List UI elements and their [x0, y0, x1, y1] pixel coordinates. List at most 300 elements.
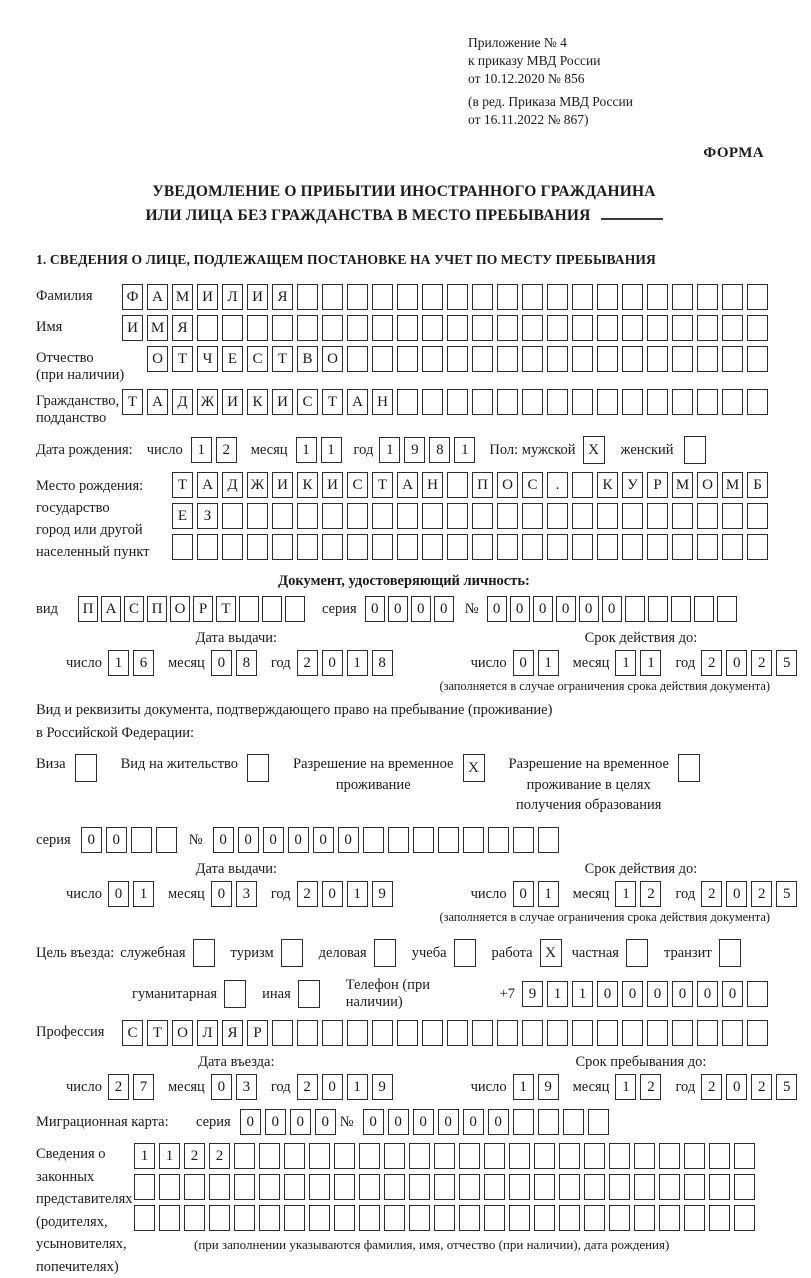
char-cell[interactable]: А — [397, 472, 418, 498]
char-cell[interactable] — [672, 346, 693, 372]
char-cell[interactable] — [647, 1020, 668, 1046]
char-cell[interactable]: О — [170, 596, 190, 622]
char-cell[interactable] — [697, 389, 718, 415]
char-cell[interactable] — [309, 1205, 330, 1231]
char-cell[interactable]: 0 — [672, 981, 693, 1007]
char-cell[interactable]: 0 — [463, 1109, 484, 1135]
char-cell[interactable]: 9 — [372, 1074, 393, 1100]
char-cell[interactable] — [572, 503, 593, 529]
char-cell[interactable] — [434, 1174, 455, 1200]
char-cell[interactable]: 0 — [487, 596, 507, 622]
char-cell[interactable] — [284, 1143, 305, 1169]
char-cell[interactable]: С — [347, 472, 368, 498]
char-cell[interactable] — [534, 1174, 555, 1200]
char-cell[interactable]: Я — [222, 1020, 243, 1046]
char-cell[interactable] — [459, 1174, 480, 1200]
char-cell[interactable] — [397, 534, 418, 560]
char-cell[interactable]: Т — [147, 1020, 168, 1046]
char-cell[interactable] — [134, 1205, 155, 1231]
char-cell[interactable] — [547, 284, 568, 310]
char-cell[interactable] — [447, 503, 468, 529]
char-cell[interactable]: Ж — [247, 472, 268, 498]
char-cell[interactable] — [694, 596, 714, 622]
char-cell[interactable] — [522, 389, 543, 415]
char-cell[interactable]: И — [272, 389, 293, 415]
char-cell[interactable]: 1 — [347, 881, 368, 907]
char-cell[interactable]: 0 — [211, 881, 232, 907]
char-cell[interactable] — [634, 1143, 655, 1169]
char-cell[interactable] — [209, 1205, 230, 1231]
char-cell[interactable] — [262, 596, 282, 622]
char-cell[interactable]: 3 — [236, 881, 257, 907]
char-cell[interactable] — [372, 284, 393, 310]
char-cell[interactable] — [497, 284, 518, 310]
char-cell[interactable]: Н — [372, 389, 393, 415]
char-cell[interactable] — [363, 827, 384, 853]
char-cell[interactable] — [622, 346, 643, 372]
char-cell[interactable]: Т — [322, 389, 343, 415]
char-cell[interactable] — [447, 534, 468, 560]
char-cell[interactable] — [209, 1174, 230, 1200]
char-cell[interactable] — [622, 315, 643, 341]
char-cell[interactable] — [609, 1205, 630, 1231]
char-cell[interactable]: Б — [747, 472, 768, 498]
char-cell[interactable]: О — [172, 1020, 193, 1046]
char-cell[interactable]: Я — [172, 315, 193, 341]
char-cell[interactable] — [547, 315, 568, 341]
char-cell[interactable] — [422, 503, 443, 529]
char-cell[interactable]: Р — [247, 1020, 268, 1046]
char-cell[interactable] — [559, 1143, 580, 1169]
char-cell[interactable]: М — [147, 315, 168, 341]
char-cell[interactable] — [484, 1143, 505, 1169]
char-cell[interactable]: 0 — [322, 881, 343, 907]
char-cell[interactable] — [434, 1205, 455, 1231]
char-cell[interactable] — [234, 1205, 255, 1231]
char-cell[interactable]: Т — [172, 346, 193, 372]
char-cell[interactable] — [697, 503, 718, 529]
char-cell[interactable] — [671, 596, 691, 622]
char-cell[interactable] — [484, 1205, 505, 1231]
char-cell[interactable]: 0 — [290, 1109, 311, 1135]
char-cell[interactable] — [334, 1174, 355, 1200]
char-cell[interactable] — [454, 939, 476, 967]
char-cell[interactable] — [193, 939, 215, 967]
char-cell[interactable] — [584, 1205, 605, 1231]
char-cell[interactable] — [622, 284, 643, 310]
char-cell[interactable]: П — [78, 596, 98, 622]
char-cell[interactable]: 8 — [372, 650, 393, 676]
char-cell[interactable] — [359, 1174, 380, 1200]
char-cell[interactable] — [722, 389, 743, 415]
char-cell[interactable] — [422, 534, 443, 560]
char-cell[interactable] — [684, 1143, 705, 1169]
char-cell[interactable]: 0 — [510, 596, 530, 622]
char-cell[interactable] — [309, 1174, 330, 1200]
char-cell[interactable] — [397, 389, 418, 415]
char-cell[interactable] — [309, 1143, 330, 1169]
char-cell[interactable] — [497, 389, 518, 415]
char-cell[interactable] — [509, 1174, 530, 1200]
char-cell[interactable] — [239, 596, 259, 622]
char-cell[interactable]: Ж — [197, 389, 218, 415]
char-cell[interactable] — [472, 284, 493, 310]
char-cell[interactable] — [472, 315, 493, 341]
char-cell[interactable] — [75, 754, 97, 782]
char-cell[interactable] — [447, 472, 468, 498]
char-cell[interactable]: К — [297, 472, 318, 498]
char-cell[interactable] — [522, 284, 543, 310]
char-cell[interactable] — [259, 1143, 280, 1169]
char-cell[interactable] — [634, 1174, 655, 1200]
char-cell[interactable] — [697, 1020, 718, 1046]
char-cell[interactable] — [247, 315, 268, 341]
char-cell[interactable] — [134, 1174, 155, 1200]
char-cell[interactable]: 5 — [776, 1074, 797, 1100]
char-cell[interactable] — [347, 315, 368, 341]
char-cell[interactable]: Д — [222, 472, 243, 498]
char-cell[interactable] — [659, 1174, 680, 1200]
char-cell[interactable] — [298, 980, 320, 1008]
char-cell[interactable]: 2 — [209, 1143, 230, 1169]
char-cell[interactable]: 2 — [640, 1074, 661, 1100]
char-cell[interactable] — [159, 1205, 180, 1231]
char-cell[interactable] — [463, 827, 484, 853]
char-cell[interactable]: 2 — [701, 1074, 722, 1100]
char-cell[interactable]: 0 — [288, 827, 309, 853]
char-cell[interactable] — [422, 315, 443, 341]
char-cell[interactable] — [547, 503, 568, 529]
char-cell[interactable] — [734, 1205, 755, 1231]
char-cell[interactable]: Т — [122, 389, 143, 415]
char-cell[interactable]: Ч — [197, 346, 218, 372]
char-cell[interactable] — [734, 1174, 755, 1200]
char-cell[interactable]: 0 — [488, 1109, 509, 1135]
char-cell[interactable]: 0 — [556, 596, 576, 622]
char-cell[interactable]: 0 — [81, 827, 102, 853]
char-cell[interactable]: 0 — [726, 650, 747, 676]
char-cell[interactable]: Т — [216, 596, 236, 622]
char-cell[interactable] — [634, 1205, 655, 1231]
char-cell[interactable] — [722, 534, 743, 560]
char-cell[interactable] — [272, 1020, 293, 1046]
char-cell[interactable] — [522, 1020, 543, 1046]
char-cell[interactable]: 1 — [513, 1074, 534, 1100]
char-cell[interactable]: С — [122, 1020, 143, 1046]
char-cell[interactable] — [697, 284, 718, 310]
char-cell[interactable] — [224, 980, 246, 1008]
char-cell[interactable]: 1 — [615, 650, 636, 676]
char-cell[interactable] — [447, 315, 468, 341]
char-cell[interactable]: 1 — [538, 881, 559, 907]
char-cell[interactable] — [722, 315, 743, 341]
char-cell[interactable] — [422, 346, 443, 372]
char-cell[interactable] — [184, 1174, 205, 1200]
char-cell[interactable] — [597, 315, 618, 341]
char-cell[interactable]: И — [322, 472, 343, 498]
char-cell[interactable] — [647, 315, 668, 341]
char-cell[interactable] — [622, 389, 643, 415]
char-cell[interactable] — [722, 1020, 743, 1046]
char-cell[interactable] — [509, 1143, 530, 1169]
char-cell[interactable] — [222, 503, 243, 529]
char-cell[interactable] — [347, 346, 368, 372]
char-cell[interactable]: И — [222, 389, 243, 415]
char-cell[interactable]: 1 — [347, 1074, 368, 1100]
char-cell[interactable] — [538, 1109, 559, 1135]
char-cell[interactable] — [472, 1020, 493, 1046]
char-cell[interactable] — [222, 315, 243, 341]
char-cell[interactable] — [409, 1143, 430, 1169]
char-cell[interactable]: В — [297, 346, 318, 372]
char-cell[interactable] — [372, 534, 393, 560]
char-cell[interactable] — [672, 1020, 693, 1046]
char-cell[interactable]: О — [697, 472, 718, 498]
char-cell[interactable]: И — [247, 284, 268, 310]
char-cell[interactable] — [559, 1174, 580, 1200]
char-cell[interactable]: 0 — [263, 827, 284, 853]
char-cell[interactable]: 1 — [379, 437, 400, 463]
char-cell[interactable]: 0 — [597, 981, 618, 1007]
char-cell[interactable] — [747, 503, 768, 529]
char-cell[interactable] — [297, 1020, 318, 1046]
char-cell[interactable]: 0 — [322, 650, 343, 676]
char-cell[interactable] — [422, 1020, 443, 1046]
char-cell[interactable] — [397, 284, 418, 310]
char-cell[interactable] — [397, 346, 418, 372]
char-cell[interactable] — [422, 284, 443, 310]
char-cell[interactable] — [722, 503, 743, 529]
char-cell[interactable] — [372, 503, 393, 529]
char-cell[interactable] — [747, 346, 768, 372]
char-cell[interactable]: О — [497, 472, 518, 498]
char-cell[interactable] — [722, 284, 743, 310]
char-cell[interactable]: А — [147, 284, 168, 310]
char-cell[interactable] — [672, 315, 693, 341]
char-cell[interactable]: 0 — [238, 827, 259, 853]
char-cell[interactable] — [672, 534, 693, 560]
char-cell[interactable] — [247, 754, 269, 782]
char-cell[interactable] — [563, 1109, 584, 1135]
char-cell[interactable] — [513, 1109, 534, 1135]
char-cell[interactable] — [297, 534, 318, 560]
char-cell[interactable] — [197, 534, 218, 560]
char-cell[interactable] — [322, 503, 343, 529]
char-cell[interactable]: 0 — [211, 1074, 232, 1100]
char-cell[interactable]: Ф — [122, 284, 143, 310]
char-cell[interactable]: X — [583, 436, 605, 464]
char-cell[interactable]: И — [272, 472, 293, 498]
char-cell[interactable]: 0 — [413, 1109, 434, 1135]
char-cell[interactable]: 1 — [191, 437, 212, 463]
char-cell[interactable] — [647, 389, 668, 415]
char-cell[interactable] — [197, 315, 218, 341]
char-cell[interactable] — [597, 284, 618, 310]
char-cell[interactable]: 2 — [701, 881, 722, 907]
char-cell[interactable] — [272, 315, 293, 341]
char-cell[interactable] — [572, 284, 593, 310]
char-cell[interactable] — [547, 534, 568, 560]
char-cell[interactable] — [372, 346, 393, 372]
char-cell[interactable]: X — [540, 939, 562, 967]
char-cell[interactable] — [672, 284, 693, 310]
char-cell[interactable]: 2 — [108, 1074, 129, 1100]
char-cell[interactable] — [438, 827, 459, 853]
char-cell[interactable]: 0 — [363, 1109, 384, 1135]
char-cell[interactable]: 2 — [297, 881, 318, 907]
char-cell[interactable]: Р — [193, 596, 213, 622]
char-cell[interactable]: 0 — [388, 596, 408, 622]
char-cell[interactable] — [547, 346, 568, 372]
char-cell[interactable] — [131, 827, 152, 853]
char-cell[interactable] — [372, 315, 393, 341]
char-cell[interactable]: 0 — [622, 981, 643, 1007]
char-cell[interactable]: 0 — [533, 596, 553, 622]
char-cell[interactable]: 0 — [513, 650, 534, 676]
char-cell[interactable]: З — [197, 503, 218, 529]
char-cell[interactable]: 0 — [213, 827, 234, 853]
char-cell[interactable] — [372, 1020, 393, 1046]
char-cell[interactable]: С — [522, 472, 543, 498]
char-cell[interactable]: И — [122, 315, 143, 341]
char-cell[interactable]: 3 — [236, 1074, 257, 1100]
char-cell[interactable]: С — [247, 346, 268, 372]
char-cell[interactable] — [684, 436, 706, 464]
char-cell[interactable]: 2 — [216, 437, 237, 463]
char-cell[interactable]: 2 — [751, 881, 772, 907]
char-cell[interactable] — [497, 1020, 518, 1046]
char-cell[interactable] — [584, 1143, 605, 1169]
char-cell[interactable]: 0 — [722, 981, 743, 1007]
char-cell[interactable]: 0 — [726, 881, 747, 907]
char-cell[interactable]: 2 — [751, 650, 772, 676]
char-cell[interactable] — [322, 534, 343, 560]
char-cell[interactable] — [509, 1205, 530, 1231]
char-cell[interactable]: О — [147, 346, 168, 372]
char-cell[interactable] — [722, 346, 743, 372]
char-cell[interactable] — [334, 1143, 355, 1169]
char-cell[interactable]: 1 — [615, 881, 636, 907]
char-cell[interactable]: 1 — [347, 650, 368, 676]
char-cell[interactable] — [297, 315, 318, 341]
char-cell[interactable] — [472, 534, 493, 560]
char-cell[interactable] — [497, 315, 518, 341]
char-cell[interactable]: 0 — [434, 596, 454, 622]
char-cell[interactable]: Р — [647, 472, 668, 498]
char-cell[interactable]: 0 — [697, 981, 718, 1007]
char-cell[interactable]: К — [247, 389, 268, 415]
char-cell[interactable] — [388, 827, 409, 853]
char-cell[interactable] — [717, 596, 737, 622]
char-cell[interactable]: Л — [222, 284, 243, 310]
char-cell[interactable] — [622, 503, 643, 529]
char-cell[interactable]: 0 — [438, 1109, 459, 1135]
char-cell[interactable]: 0 — [265, 1109, 286, 1135]
char-cell[interactable] — [647, 284, 668, 310]
char-cell[interactable]: 0 — [579, 596, 599, 622]
char-cell[interactable] — [397, 1020, 418, 1046]
char-cell[interactable] — [459, 1205, 480, 1231]
char-cell[interactable]: 6 — [133, 650, 154, 676]
char-cell[interactable]: 2 — [701, 650, 722, 676]
char-cell[interactable]: И — [197, 284, 218, 310]
char-cell[interactable] — [413, 827, 434, 853]
char-cell[interactable]: 1 — [538, 650, 559, 676]
char-cell[interactable] — [447, 389, 468, 415]
char-cell[interactable] — [447, 1020, 468, 1046]
char-cell[interactable] — [259, 1205, 280, 1231]
char-cell[interactable]: У — [622, 472, 643, 498]
char-cell[interactable]: Д — [172, 389, 193, 415]
char-cell[interactable] — [609, 1143, 630, 1169]
char-cell[interactable]: 8 — [236, 650, 257, 676]
char-cell[interactable]: М — [672, 472, 693, 498]
char-cell[interactable]: 0 — [602, 596, 622, 622]
char-cell[interactable] — [322, 284, 343, 310]
char-cell[interactable] — [647, 534, 668, 560]
char-cell[interactable]: 0 — [315, 1109, 336, 1135]
char-cell[interactable] — [422, 389, 443, 415]
char-cell[interactable]: Т — [172, 472, 193, 498]
char-cell[interactable]: П — [147, 596, 167, 622]
char-cell[interactable] — [522, 534, 543, 560]
char-cell[interactable]: 0 — [726, 1074, 747, 1100]
char-cell[interactable]: 0 — [411, 596, 431, 622]
char-cell[interactable] — [522, 503, 543, 529]
char-cell[interactable] — [397, 503, 418, 529]
char-cell[interactable] — [334, 1205, 355, 1231]
char-cell[interactable] — [384, 1174, 405, 1200]
char-cell[interactable] — [678, 754, 700, 782]
char-cell[interactable] — [297, 503, 318, 529]
char-cell[interactable] — [434, 1143, 455, 1169]
char-cell[interactable] — [222, 534, 243, 560]
char-cell[interactable]: 1 — [296, 437, 317, 463]
char-cell[interactable] — [285, 596, 305, 622]
char-cell[interactable] — [156, 827, 177, 853]
char-cell[interactable] — [597, 346, 618, 372]
char-cell[interactable]: 2 — [751, 1074, 772, 1100]
char-cell[interactable]: Т — [372, 472, 393, 498]
char-cell[interactable] — [447, 346, 468, 372]
char-cell[interactable]: Л — [197, 1020, 218, 1046]
char-cell[interactable] — [709, 1174, 730, 1200]
char-cell[interactable] — [626, 939, 648, 967]
char-cell[interactable] — [622, 1020, 643, 1046]
char-cell[interactable]: А — [347, 389, 368, 415]
char-cell[interactable]: 1 — [572, 981, 593, 1007]
char-cell[interactable]: 2 — [640, 881, 661, 907]
char-cell[interactable]: 1 — [133, 881, 154, 907]
char-cell[interactable] — [284, 1174, 305, 1200]
char-cell[interactable] — [747, 284, 768, 310]
char-cell[interactable]: 0 — [322, 1074, 343, 1100]
char-cell[interactable] — [409, 1205, 430, 1231]
char-cell[interactable]: 1 — [547, 981, 568, 1007]
char-cell[interactable]: 0 — [106, 827, 127, 853]
char-cell[interactable]: 1 — [321, 437, 342, 463]
char-cell[interactable]: 1 — [134, 1143, 155, 1169]
char-cell[interactable] — [184, 1205, 205, 1231]
char-cell[interactable]: 9 — [404, 437, 425, 463]
char-cell[interactable]: 0 — [338, 827, 359, 853]
char-cell[interactable] — [359, 1205, 380, 1231]
char-cell[interactable]: 2 — [184, 1143, 205, 1169]
char-cell[interactable] — [547, 389, 568, 415]
char-cell[interactable] — [597, 389, 618, 415]
char-cell[interactable] — [647, 346, 668, 372]
char-cell[interactable] — [472, 503, 493, 529]
